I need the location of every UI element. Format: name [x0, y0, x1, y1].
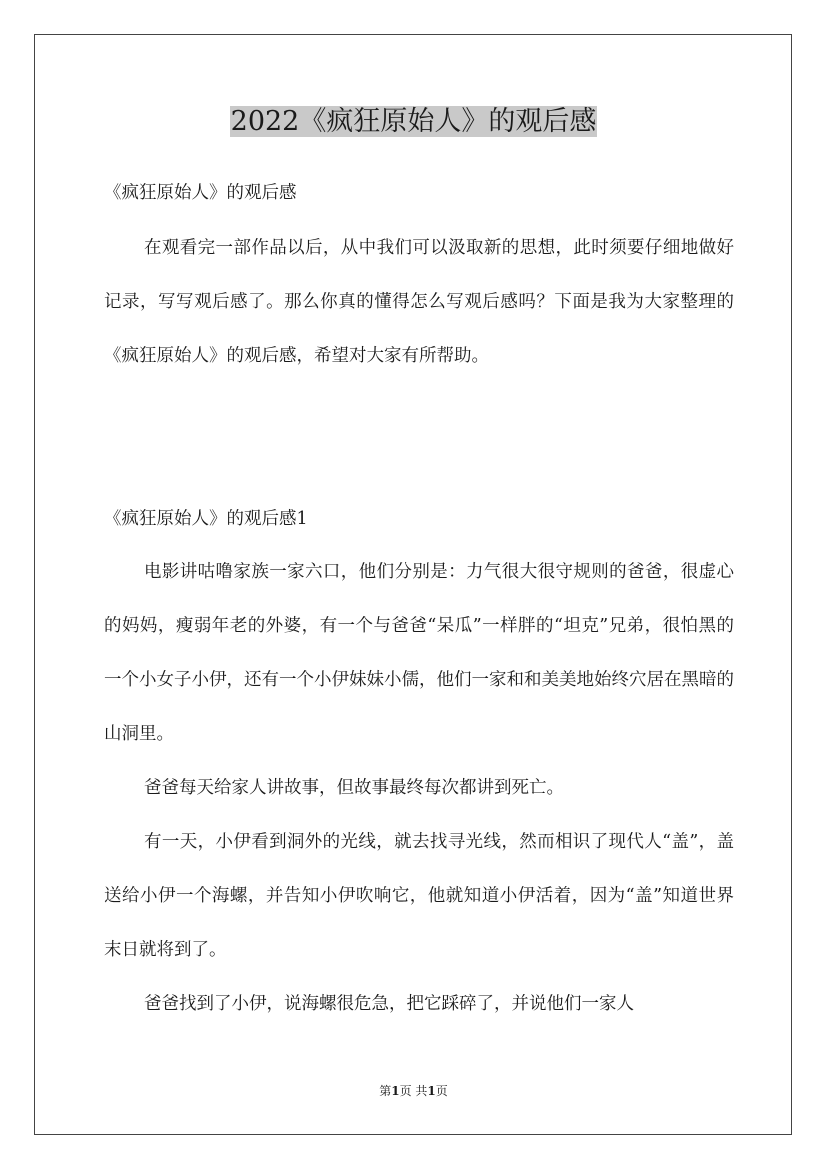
intro-block: [104, 221, 734, 383]
footer-suffix: 页: [435, 1084, 448, 1098]
section1-heading: 《疯狂原始人》的观后感1: [104, 509, 308, 529]
section1-block: [104, 545, 734, 1031]
section1-paragraph: 电影讲咕噜家族一家六口，他们分别是：力气很大很守规则的爸爸，很虚心的妈妈，瘦弱年老的外婆，有一个与爸爸“呆瓜”一样胖的“坦克”兄弟，很怕黑的一个小女子小伊，还有一个小伊妹妹小儒，他们一家和和美美地始终穴居在黑暗的山洞里。: [104, 562, 734, 744]
footer-page-total: 1: [427, 1084, 436, 1098]
footer-prefix: 第: [379, 1084, 392, 1098]
section1-paragraph: 有一天，小伊看到洞外的光线，就去找寻光线，然而相识了现代人“盖”，盖送给小伊一个海螺，并告知小伊吹响它，他就知道小伊活着，因为“盖”知道世界末日就将到了。: [104, 832, 734, 960]
intro-heading: 《疯狂原始人》的观后感: [104, 183, 297, 203]
section1-paragraph: 爸爸每天给家人讲故事，但故事最终每次都讲到死亡。: [144, 778, 564, 798]
page-footer: [0, 1083, 827, 1099]
intro-paragraph: 在观看完一部作品以后，从中我们可以汲取新的思想，此时须要仔细地做好记录，写写观后感了。那么你真的懂得怎么写观后感吗？下面是我为大家整理的《疯狂原始人》的观后感，希望对大家有所帮助。: [104, 238, 734, 366]
footer-page-current: 1: [391, 1084, 400, 1098]
section1-paragraph: 爸爸找到了小伊，说海螺很危急，把它踩碎了，并说他们一家人: [144, 994, 634, 1014]
document-title: [0, 102, 827, 142]
document-title-text: 2022《疯狂原始人》的观后感: [230, 106, 597, 137]
footer-mid: 页 共: [399, 1084, 428, 1098]
